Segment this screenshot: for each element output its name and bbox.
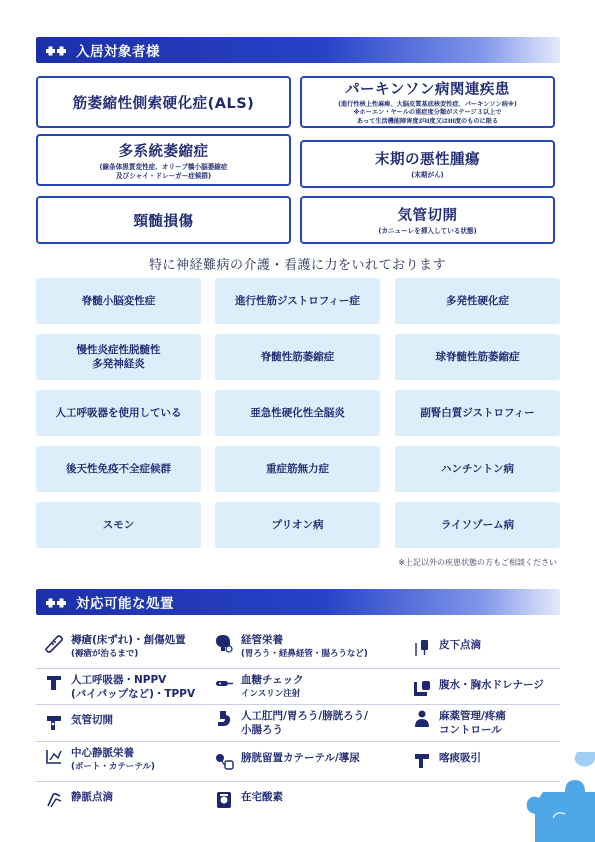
treatment-item: 喀痰吸引 xyxy=(412,751,481,771)
target-title: 末期の悪性腫瘍 xyxy=(375,152,480,169)
glucose-meter-icon xyxy=(214,673,234,693)
disease-item: ライソゾーム病 xyxy=(395,502,560,548)
treatment-item: 麻薬管理/疼痛 コントロール xyxy=(412,709,506,737)
disease-item: 人工呼吸器を使用している xyxy=(36,390,201,436)
hospital-cross-icon xyxy=(46,43,68,57)
treatment-item: 経管栄養 (胃ろう・経鼻経管・腸ろうなど) xyxy=(214,633,368,659)
target-title: 筋萎縮性側索硬化症(ALS) xyxy=(72,95,255,112)
bandage-icon xyxy=(44,633,64,653)
suction-icon xyxy=(412,751,432,771)
disease-item: プリオン病 xyxy=(215,502,380,548)
disease-item: 慢性炎症性脱髄性 多発神経炎 xyxy=(36,334,201,380)
puzzle-decoration xyxy=(495,752,595,842)
section-title: 対応可能な処置 xyxy=(76,596,174,612)
target-subtitle: (カニューレを挿入している状態) xyxy=(378,227,477,236)
disease-item: 多発性硬化症 xyxy=(395,278,560,324)
iv-drip-icon xyxy=(412,638,432,658)
treatment-item: 人工呼吸器・NPPV (バイパップなど)・TPPV xyxy=(44,673,195,701)
section-header-residents xyxy=(36,37,560,63)
target-msa xyxy=(36,134,291,186)
target-cervical-injury xyxy=(36,196,291,244)
iv-hand-icon xyxy=(44,790,64,810)
disease-item: 重症筋無力症 xyxy=(215,446,380,492)
treatment-item: 膀胱留置カテーテル/導尿 xyxy=(214,751,360,771)
target-terminal-cancer xyxy=(300,140,555,188)
disease-item: 脊髄性筋萎縮症 xyxy=(215,334,380,380)
target-subtitle: (線条体黒質変性症、オリーブ橋小脳萎縮症 及びシャイ・ドレーガー症候群) xyxy=(99,162,228,180)
section-title: 入居対象者様 xyxy=(76,44,160,60)
disease-item: 後天性免疫不全症候群 xyxy=(36,446,201,492)
catheter-icon xyxy=(214,751,234,771)
section-header-treatments xyxy=(36,589,560,615)
treatment-item: 皮下点滴 xyxy=(412,638,481,658)
disease-item: 脊髄小脳変性症 xyxy=(36,278,201,324)
treatment-item: 血糖チェック インスリン注射 xyxy=(214,673,304,699)
divider xyxy=(36,781,560,782)
consultation-note: ※上記以外の疾患状態の方もご相談ください xyxy=(398,558,557,567)
tube-feeding-icon xyxy=(214,633,234,653)
disease-item: 進行性筋ジストロフィー症 xyxy=(215,278,380,324)
home-oxygen-icon xyxy=(214,790,234,810)
target-parkinson xyxy=(300,76,555,128)
tracheostomy-icon xyxy=(44,713,64,733)
target-subtitle: (進行性核上性麻痺、大脳皮質基底核変性症、パーキンソン病※) ※ホーエン・ヤールの重症度分類がステージ３以上で あって生活機能障害度がII度又はIII度のものに限る xyxy=(338,100,517,125)
emphasis-text: 特に神経難病の介護・看護に力をいれております xyxy=(148,258,446,273)
target-tracheostomy xyxy=(300,196,555,244)
disease-item: スモン xyxy=(36,502,201,548)
disease-item: ハンチントン病 xyxy=(395,446,560,492)
target-title: 気管切開 xyxy=(397,208,458,225)
disease-item: 亜急性硬化性全脳炎 xyxy=(215,390,380,436)
treatment-item: 静脈点滴 xyxy=(44,790,113,810)
central-venous-icon xyxy=(44,746,64,766)
target-subtitle: (末期がん) xyxy=(411,171,444,180)
target-title: 頸髄損傷 xyxy=(133,213,194,230)
divider xyxy=(36,704,560,705)
treatment-item: 人工肛門/胃ろう/膀胱ろう/ 小腸ろう xyxy=(214,709,368,737)
pain-management-icon xyxy=(412,709,432,729)
target-title: 多系統萎縮症 xyxy=(118,143,209,160)
hospital-cross-icon xyxy=(46,595,68,609)
target-title: パーキンソン病関連疾患 xyxy=(345,81,510,98)
target-als xyxy=(36,76,291,128)
disease-item: 副腎白質ジストロフィー xyxy=(395,390,560,436)
stoma-icon xyxy=(214,709,234,729)
drainage-icon xyxy=(412,678,432,698)
divider xyxy=(36,741,560,742)
ventilator-icon xyxy=(44,673,64,693)
treatment-item: 中心静脈栄養 (ポート・カテーテル) xyxy=(44,746,155,772)
divider xyxy=(36,668,560,669)
disease-grid xyxy=(36,278,560,548)
treatment-item: 気管切開 xyxy=(44,713,113,733)
treatment-item: 在宅酸素 xyxy=(214,790,283,810)
disease-item: 球脊髄性筋萎縮症 xyxy=(395,334,560,380)
treatment-item: 褥瘡(床ずれ)・創傷処置 (褥瘡が治るまで) xyxy=(44,633,186,659)
treatment-item: 腹水・胸水ドレナージ xyxy=(412,678,544,698)
